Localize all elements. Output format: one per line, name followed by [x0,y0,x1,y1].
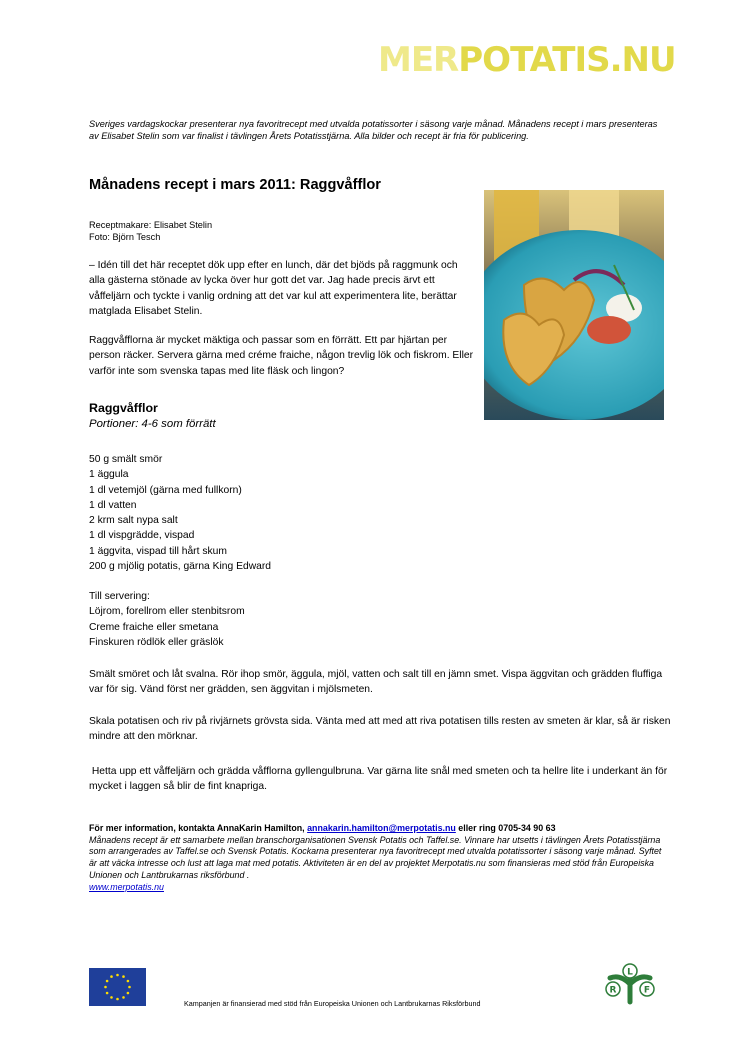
logo-part-mer: MER [378,40,459,80]
ingredient-item: 200 g mjölig potatis, gärna King Edward [89,561,272,573]
contact-prefix: För mer information, kontakta AnnaKarin Hamilton, [89,823,308,833]
contact-line [89,823,663,835]
recipe-step-3: Hetta upp ett våffeljärn och grädda våfflorna gyllengulbruna. Var gärna lite snål med smeten och ta hellre lite i underkant än för mycket i laggen så blir de fint knapriga. [89,766,671,793]
ingredient-item: 1 äggvita, vispad till hårt skum [89,545,227,557]
recipe-step-1: Smält smöret och låt svalna. Rör ihop smör, äggula, mjöl, vatten och salt till en jämn smet. Vispa äggvitan och grädden fluffiga var för sig. Vänd först ner grädden, sen äggvitan i mjölsmeten. [89,669,663,696]
serving-list [89,589,245,650]
ingredient-item: 50 g smält smör [89,454,163,465]
footer-info [89,823,663,893]
footer-description: Månadens recept är ett samarbete mellan branschorganisationen Svensk Potatis och Taffel.se. Vinnare har utsetts i tävlingen Årets Potatisstjärna som arrangerades av Taffel.se och Svensk Potatis. Kockarna presenterar nya favoritrecept med utvalda potatissorter i säsong varje månad. Syftet är att väcka intresse och lust att laga mat med potatis. Aktiviteten är en del av projektet Merpotatis.nu som finansieras med stöd från Europeiska Unionen och Lantbrukarnas riksförbund . [89,834,662,880]
intro-paragraph-1: – Idén till det här receptet dök upp efter en lunch, där det bjöds på raggmunk och alla gästerna stönade av lycka över hur gott det var. Jag hade precis ärvt ett våffeljärn och tyckte i vanlig ordning att det var kul att experimentera lite, berättar matglada Elisabet Stelin. [89,260,458,317]
lrf-letter-l: L [627,967,633,978]
recipe-author: Receptmakare: Elisabet Stelin [89,220,213,230]
page-title: Månadens recept i mars 2011: Raggvåfflor [89,177,381,193]
lrf-letter-f: F [643,985,651,996]
lrf-logo [602,962,658,1010]
ingredient-list [89,452,271,574]
photo-credit: Foto: Björn Tesch [89,232,161,242]
ingredient-item: 1 äggula [89,469,129,481]
intro-paragraph-2: Raggvåfflorna är mycket mäktiga och passar som en förrätt. Ett par hjärtan per person räcker. Servera gärna med créme fraiche, någon trevlig lök och fiskrom. Eller varför inte som svenska tapas med lite fläsk och lingon? [89,335,474,377]
intro-text: Sveriges vardagskockar presenterar nya favoritrecept med utvalda potatissorter i säsong varje månad. Månadens recept i mars presenteras av Elisabet Stelin som var finalist i tävlingen Årets Potatisstjärna. Alla bilder och recept är fria för publicering. [89,119,658,141]
recipe-name: Raggvåfflor [89,401,158,415]
recipe-photo [484,190,664,420]
lrf-letter-r: R [609,985,617,996]
ingredient-item: 2 krm salt nypa salt [89,515,178,527]
serving-item: Löjrom, forellrom eller stenbitsrom [89,606,245,618]
recipe-credits [89,219,212,243]
logo-part-potatis: POTATIS.NU [458,40,676,80]
funding-note: Kampanjen är finansierad med stöd från Europeiska Unionen och Lantbrukarnas Riksförbund [184,999,481,1008]
ingredient-item: 1 dl vetemjöl (gärna med fullkorn) [89,484,242,496]
serving-title: Till servering: [89,591,150,602]
contact-email-link[interactable]: annakarin.hamilton@merpotatis.nu [307,823,456,833]
serving-item: Creme fraiche eller smetana [89,621,219,633]
eu-flag-logo [89,968,146,1006]
recipe-step-2: Skala potatisen och riv på rivjärnets grövsta sida. Vänta med att med att riva potatisen tills resten av smeten är klar, så är risken mindre att den mörknar. [89,716,671,743]
merpotatis-logo [378,40,676,80]
website-link[interactable]: www.merpotatis.nu [89,881,164,892]
ingredient-item: 1 dl vispgrädde, vispad [89,530,195,542]
ingredient-item: 1 dl vatten [89,499,137,511]
serving-item: Finskuren rödlök eller gräslök [89,636,224,648]
contact-suffix: eller ring 0705-34 90 63 [455,823,556,833]
recipe-portions: Portioner: 4-6 som förrätt [89,418,216,430]
